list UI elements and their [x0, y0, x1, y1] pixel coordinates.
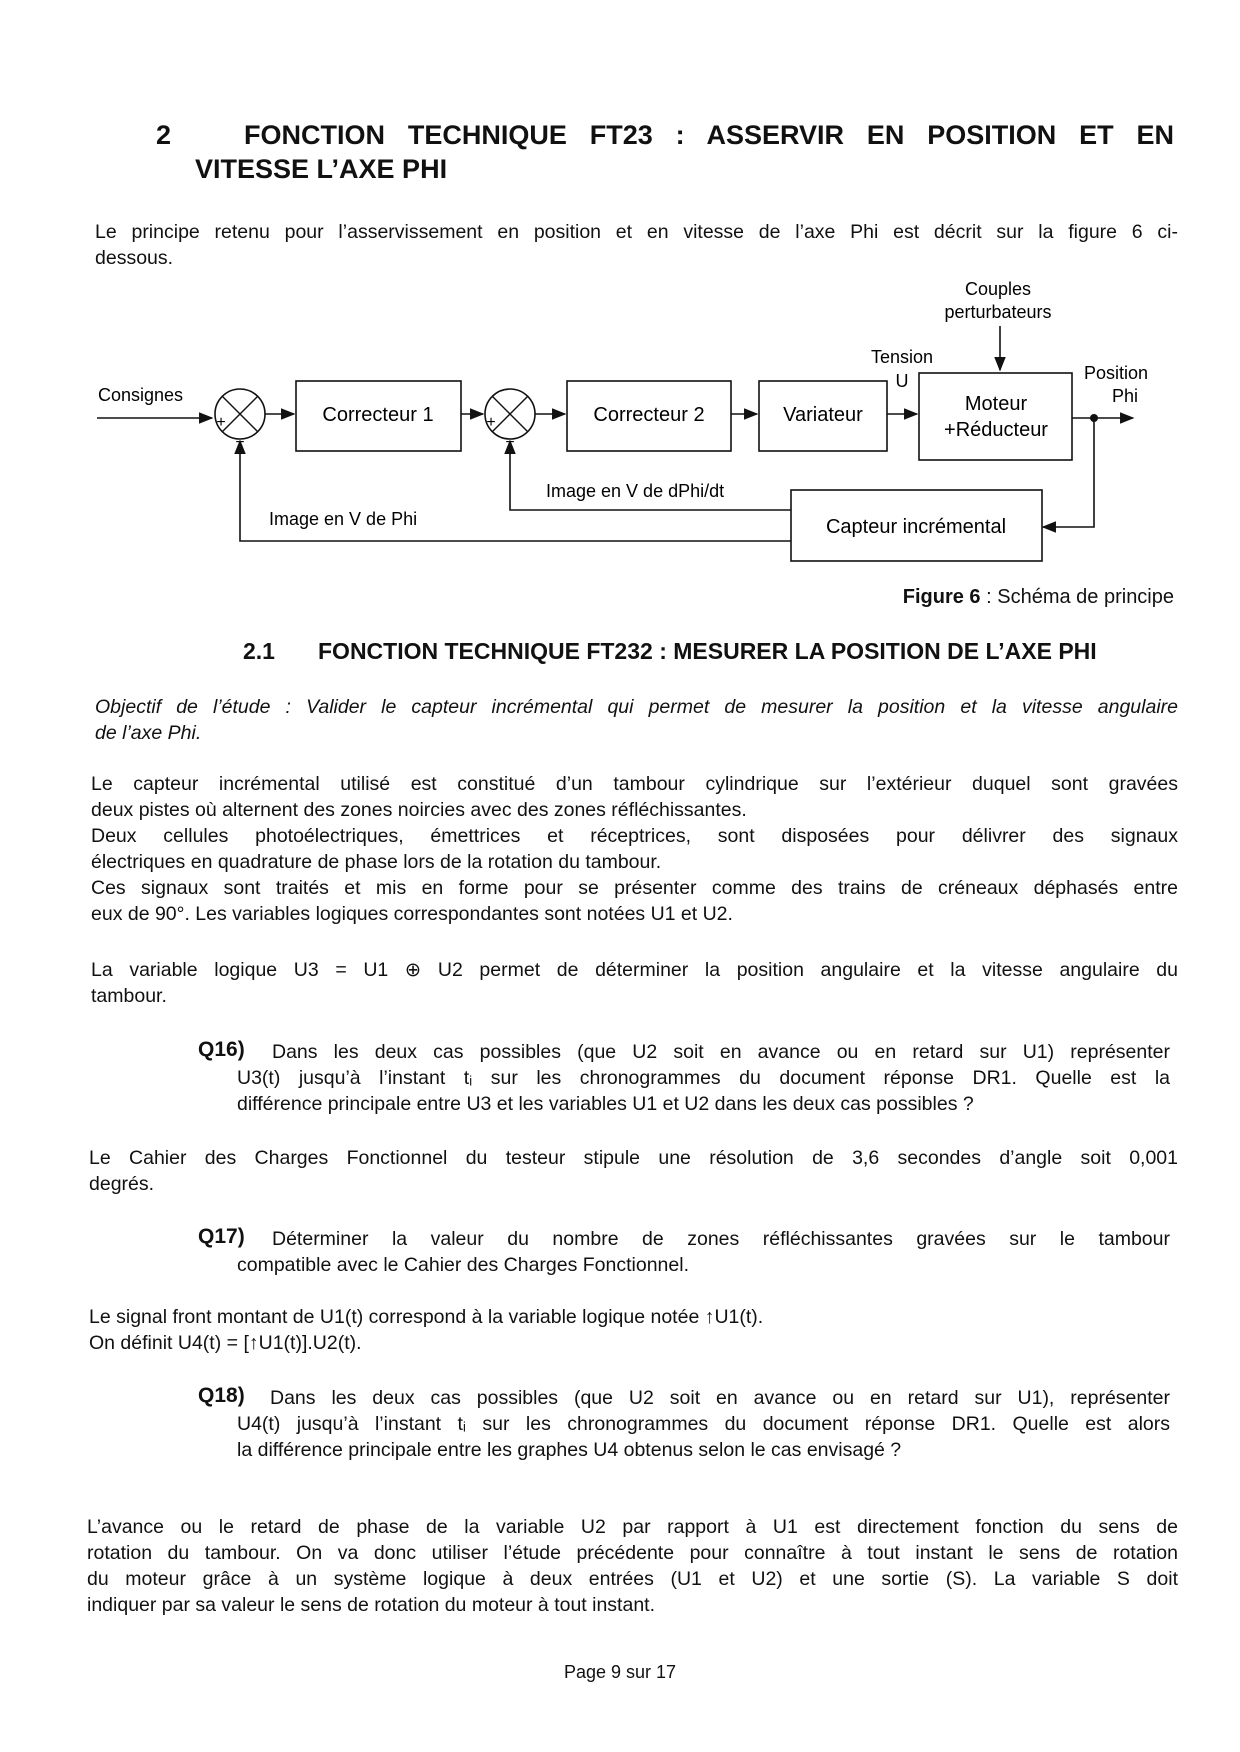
question-line: Dans les deux cas possibles (que U2 soit en avance ou en retard sur U1) représenter — [272, 1041, 1170, 1063]
question-q18-cont — [237, 1411, 1170, 1463]
paragraph-line: indiquer par sa valeur le sens de rotation du moteur à tout instant. — [87, 1594, 656, 1616]
tension-symbol: U — [895, 371, 909, 391]
feedback-speed-label: Image en V de dPhi/dt — [546, 481, 725, 501]
paragraph-line: Le Cahier des Charges Fonctionnel du testeur stipule une résolution de 3,6 secondes d’angle soit 0,001 — [89, 1147, 1178, 1169]
paragraph-line: La variable logique U3 = U1 ⊕ U2 permet de déterminer la position angulaire et la vitesse angulaire du — [91, 959, 1178, 981]
page-number: Page 9 sur 17 — [563, 1662, 677, 1682]
question-q16 — [272, 1039, 1170, 1065]
tension-label: Tension — [870, 347, 934, 367]
question-line: compatible avec le Cahier des Charges Fonctionnel. — [237, 1254, 689, 1276]
question-line: la différence principale entre les graphes U4 obtenus selon le cas envisagé ? — [237, 1439, 902, 1461]
input-label: Consignes — [98, 385, 184, 405]
paragraph-line: électriques en quadrature de phase lors de la rotation du tambour. — [91, 851, 662, 873]
paragraph-line: Le capteur incrémental utilisé est constitué d’un tambour cylindrique sur l’extérieur duquel sont gravées — [91, 773, 1178, 795]
block-moteur — [919, 373, 1072, 460]
feedback-line-sensor — [1043, 418, 1094, 527]
paragraph-line: L’avance ou le retard de phase de la variable U2 par rapport à U1 est directement fonction du sens de — [87, 1516, 1178, 1538]
block-label: +Réducteur — [944, 419, 1048, 441]
paragraph-sensor — [91, 771, 1178, 927]
block-label: Variateur — [783, 404, 863, 426]
objective-line: Objectif de l’étude : Valider le capteur incrémental qui permet de mesurer la position et la vitesse angulaire — [95, 696, 1178, 718]
minus-sign: − — [505, 434, 515, 451]
question-q16-cont — [237, 1065, 1170, 1117]
minus-sign: − — [235, 434, 245, 451]
paragraph-line: deux pistes où alternent des zones noircies avec des zones réfléchissantes. — [91, 799, 747, 821]
block-diagram — [0, 270, 1240, 570]
question-q18 — [270, 1385, 1170, 1411]
paragraph-line: rotation du tambour. On va donc utiliser l’étude précédente pour connaître à tout instant le sens de rotation — [87, 1542, 1178, 1564]
question-label-q16: Q16) — [198, 1038, 245, 1061]
paragraph-line: Le signal front montant de U1(t) correspond à la variable logique notée ↑U1(t). — [89, 1306, 764, 1328]
block-label: Correcteur 1 — [322, 404, 434, 426]
plus-sign: + — [486, 414, 496, 431]
paragraph-u3 — [91, 957, 1178, 1009]
feedback-position-label: Image en V de Phi — [269, 509, 418, 529]
intro-line: dessous. — [95, 247, 174, 269]
paragraph-line: Deux cellules photoélectriques, émettrices et réceptrices, sont disposées pour délivrer des signaux — [91, 825, 1178, 847]
question-line: U4(t) jusqu’à l’instant tᵢ sur les chronogrammes du document réponse DR1. Quelle est alors — [237, 1413, 1170, 1435]
question-line: différence principale entre U3 et les variables U1 et U2 dans les deux cas possibles ? — [237, 1093, 974, 1115]
figure-caption — [903, 586, 1174, 609]
paragraph-line: tambour. — [91, 985, 167, 1007]
intro-line: Le principe retenu pour l’asservissement en position et en vitesse de l’axe Phi est décrit sur la figure 6 ci- — [95, 221, 1178, 243]
block-label: Moteur — [964, 393, 1028, 415]
question-q17-cont — [237, 1252, 1170, 1278]
question-label-q18: Q18) — [198, 1384, 245, 1407]
paragraph-u4-definition — [89, 1304, 1178, 1356]
output-label: Phi — [1111, 386, 1139, 406]
disturbance-label: perturbateurs — [944, 302, 1052, 322]
block-label: Correcteur 2 — [593, 404, 705, 426]
figure-caption-text: : Schéma de principe — [980, 586, 1174, 608]
paragraph-resolution — [89, 1145, 1178, 1197]
question-label-q17: Q17) — [198, 1225, 245, 1248]
question-line: Déterminer la valeur du nombre de zones réfléchissantes gravées sur le tambour — [272, 1228, 1170, 1250]
paragraph-line: eux de 90°. Les variables logiques correspondantes sont notées U1 et U2. — [91, 903, 733, 925]
question-line: Dans les deux cas possibles (que U2 soit en avance ou en retard sur U1), représenter — [270, 1387, 1170, 1409]
paragraph-line: On définit U4(t) = [↑U1(t)].U2(t). — [89, 1332, 362, 1354]
figure-caption-number: Figure 6 — [902, 586, 981, 608]
question-q17 — [272, 1226, 1170, 1252]
section-number: 2 — [156, 120, 172, 150]
paragraph-line: degrés. — [89, 1173, 155, 1195]
output-label: Position — [1083, 363, 1149, 383]
block-label: Capteur incrémental — [825, 516, 1007, 538]
paragraph-line: Ces signaux sont traités et mis en forme pour se présenter comme des trains de créneaux déphasés entre — [91, 877, 1178, 899]
subsection-title: FONCTION TECHNIQUE FT232 : MESURER LA POSITION DE L’AXE PHI — [318, 638, 1097, 664]
paragraph-line: du moteur grâce à un système logique à deux entrées (U1 et U2) et une sortie (S). La variable S doit — [87, 1568, 1178, 1590]
paragraph-rotation — [87, 1514, 1178, 1618]
question-line: U3(t) jusqu’à l’instant tᵢ sur les chronogrammes du document réponse DR1. Quelle est la — [237, 1067, 1170, 1089]
objective-paragraph — [95, 694, 1178, 746]
intro-paragraph — [95, 219, 1178, 271]
objective-line: de l’axe Phi. — [95, 722, 202, 744]
subsection-number: 2.1 — [243, 638, 275, 664]
section-title-line1: FONCTION TECHNIQUE FT23 : ASSERVIR EN POSITION ET EN — [244, 120, 1174, 150]
section-title-line2: VITESSE L’AXE PHI — [195, 154, 448, 184]
disturbance-label: Couples — [964, 279, 1032, 299]
plus-sign: + — [216, 414, 226, 431]
